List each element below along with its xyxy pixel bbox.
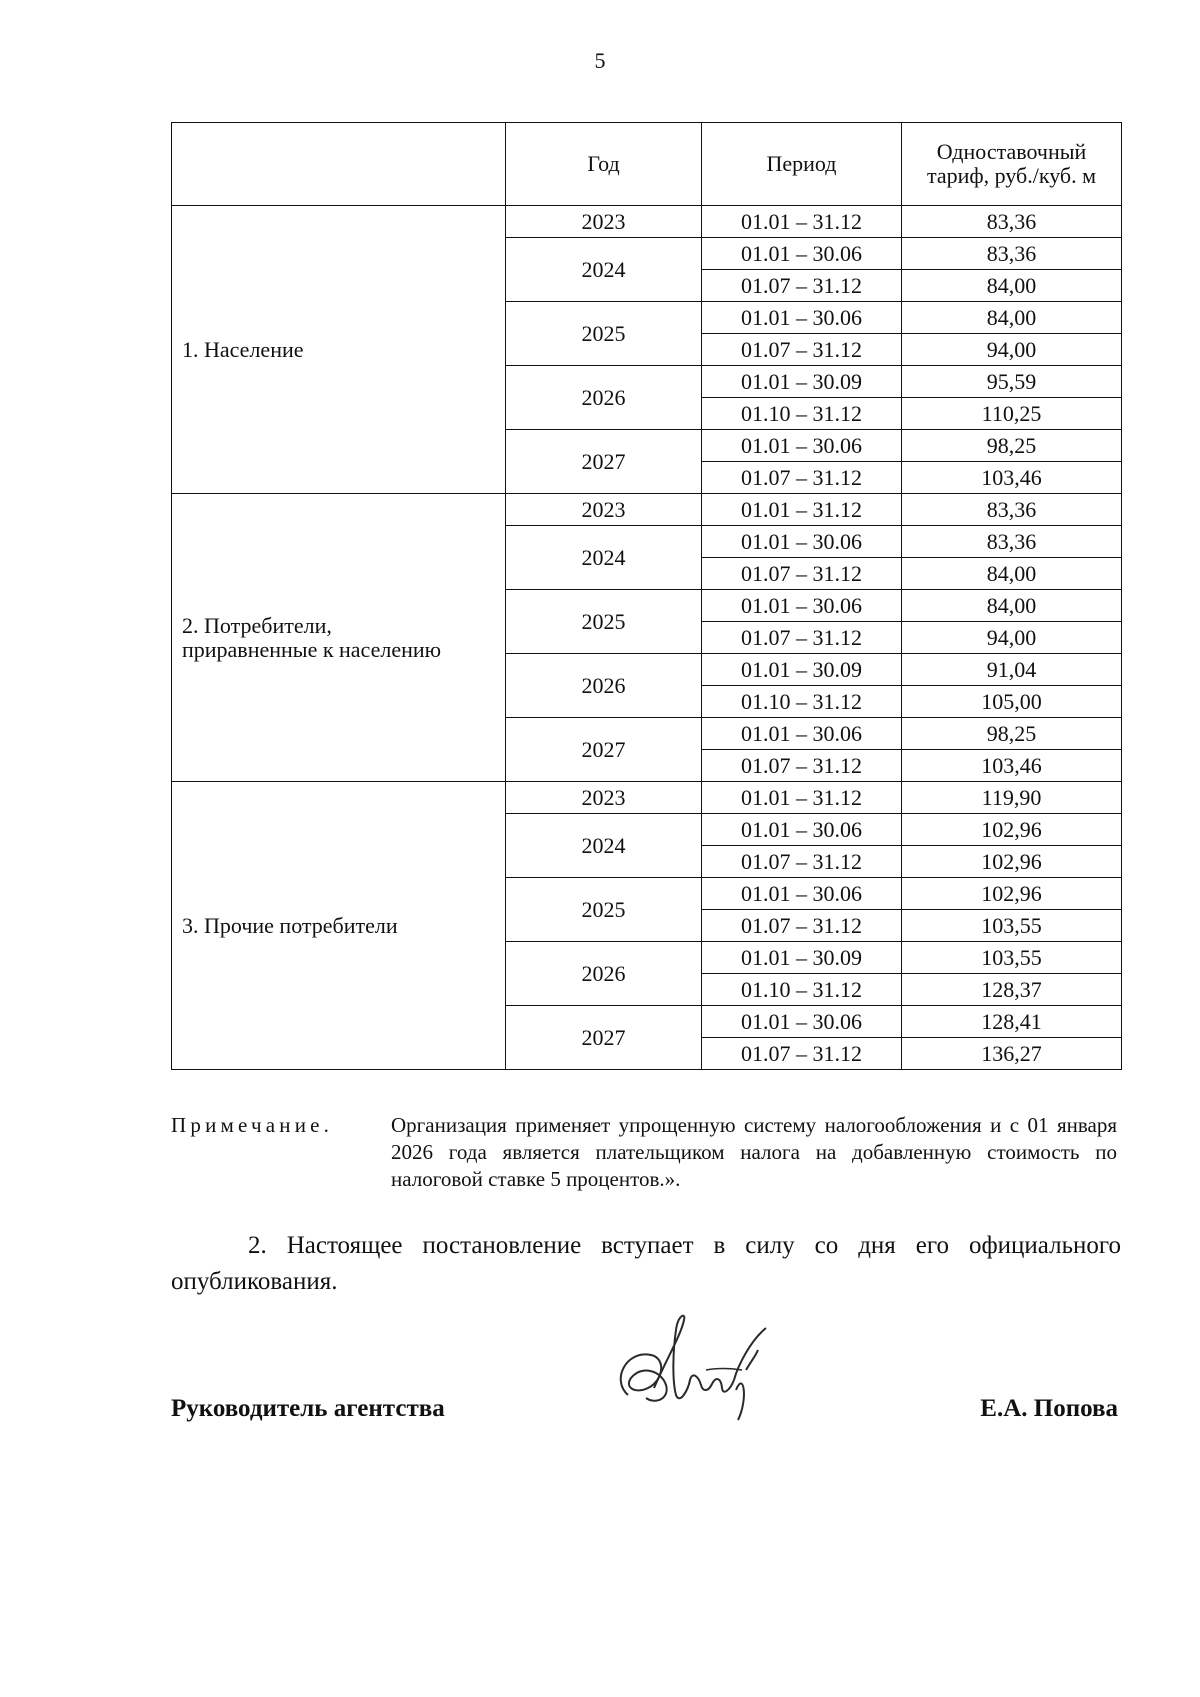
tariff-cell: 102,96 [902,846,1122,878]
tariff-cell: 136,27 [902,1038,1122,1070]
year-cell: 2023 [506,782,702,814]
effective-date-paragraph: 2. Настоящее постановление вступает в силу со дня его официального опубликования. [171,1232,1121,1295]
tariff-cell: 128,41 [902,1006,1122,1038]
period-cell: 01.01 – 30.06 [702,526,902,558]
year-cell: 2027 [506,430,702,494]
tariff-cell: 128,37 [902,974,1122,1006]
period-cell: 01.07 – 31.12 [702,334,902,366]
period-cell: 01.07 – 31.12 [702,750,902,782]
year-cell: 2026 [506,942,702,1006]
period-cell: 01.01 – 30.06 [702,302,902,334]
page-number: 5 [594,48,606,73]
period-cell: 01.10 – 31.12 [702,686,902,718]
tariff-cell: 103,46 [902,750,1122,782]
tariff-table [171,122,1122,1070]
year-cell: 2023 [506,494,702,526]
period-cell: 01.07 – 31.12 [702,270,902,302]
tariff-cell: 83,36 [902,494,1122,526]
header-cell-period: Период [702,123,902,206]
tariff-cell: 103,55 [902,910,1122,942]
tariff-cell: 110,25 [902,398,1122,430]
header-cell-year: Год [506,123,702,206]
table-header-row [172,123,1122,206]
table-row [172,206,1122,238]
period-cell: 01.07 – 31.12 [702,558,902,590]
tariff-cell: 102,96 [902,878,1122,910]
tariff-cell: 98,25 [902,718,1122,750]
period-cell: 01.01 – 30.09 [702,942,902,974]
year-cell: 2024 [506,814,702,878]
consumer-group-cell: 1. Население [172,206,506,494]
consumer-group-cell: 3. Прочие потребители [172,782,506,1070]
tariff-cell: 98,25 [902,430,1122,462]
tariff-cell: 95,59 [902,366,1122,398]
period-cell: 01.01 – 30.06 [702,1006,902,1038]
period-cell: 01.07 – 31.12 [702,462,902,494]
year-cell: 2024 [506,238,702,302]
tariff-cell: 84,00 [902,590,1122,622]
period-cell: 01.10 – 31.12 [702,398,902,430]
period-cell: 01.01 – 30.06 [702,878,902,910]
year-cell: 2027 [506,718,702,782]
table-row [172,494,1122,526]
table-row [172,782,1122,814]
tariff-cell: 83,36 [902,238,1122,270]
period-cell: 01.01 – 30.06 [702,814,902,846]
header-cell-tariff: Одноставочный тариф, руб./куб. м [902,123,1122,206]
year-cell: 2026 [506,366,702,430]
signatory-name: Е.А. Попова [980,1395,1118,1422]
period-cell: 01.01 – 30.06 [702,238,902,270]
year-cell: 2023 [506,206,702,238]
year-cell: 2025 [506,590,702,654]
header-cell-group [172,123,506,206]
year-cell: 2025 [506,302,702,366]
period-cell: 01.01 – 31.12 [702,782,902,814]
year-cell: 2026 [506,654,702,718]
note-label: Примечание. [171,1113,334,1137]
consumer-group-cell: 2. Потребители, приравненные к населению [172,494,506,782]
period-cell: 01.01 – 30.06 [702,430,902,462]
period-cell: 01.10 – 31.12 [702,974,902,1006]
tariff-cell: 102,96 [902,814,1122,846]
year-cell: 2024 [506,526,702,590]
period-cell: 01.01 – 30.09 [702,654,902,686]
signatory-title: Руководитель агентства [171,1395,445,1422]
period-cell: 01.01 – 30.06 [702,718,902,750]
handwritten-signature [606,1310,786,1425]
tariff-cell: 105,00 [902,686,1122,718]
period-cell: 01.01 – 31.12 [702,206,902,238]
tariff-cell: 94,00 [902,622,1122,654]
period-cell: 01.01 – 30.09 [702,366,902,398]
tariff-cell: 84,00 [902,558,1122,590]
period-cell: 01.07 – 31.12 [702,910,902,942]
period-cell: 01.01 – 31.12 [702,494,902,526]
period-cell: 01.07 – 31.12 [702,846,902,878]
tariff-cell: 103,46 [902,462,1122,494]
tariff-cell: 83,36 [902,526,1122,558]
tariff-cell: 83,36 [902,206,1122,238]
tariff-cell: 84,00 [902,270,1122,302]
year-cell: 2027 [506,1006,702,1070]
tariff-table-body [172,206,1122,1070]
note-text: Организация применяет упрощенную систему налогообложения и с 01 января 2026 года является плательщиком налога на добавленную стоимость по налоговой ставке 5 процентов.». [391,1113,1117,1191]
tariff-cell: 94,00 [902,334,1122,366]
tariff-cell: 103,55 [902,942,1122,974]
period-cell: 01.01 – 30.06 [702,590,902,622]
period-cell: 01.07 – 31.12 [702,1038,902,1070]
year-cell: 2025 [506,878,702,942]
period-cell: 01.07 – 31.12 [702,622,902,654]
tariff-cell: 84,00 [902,302,1122,334]
tariff-cell: 91,04 [902,654,1122,686]
tariff-cell: 119,90 [902,782,1122,814]
